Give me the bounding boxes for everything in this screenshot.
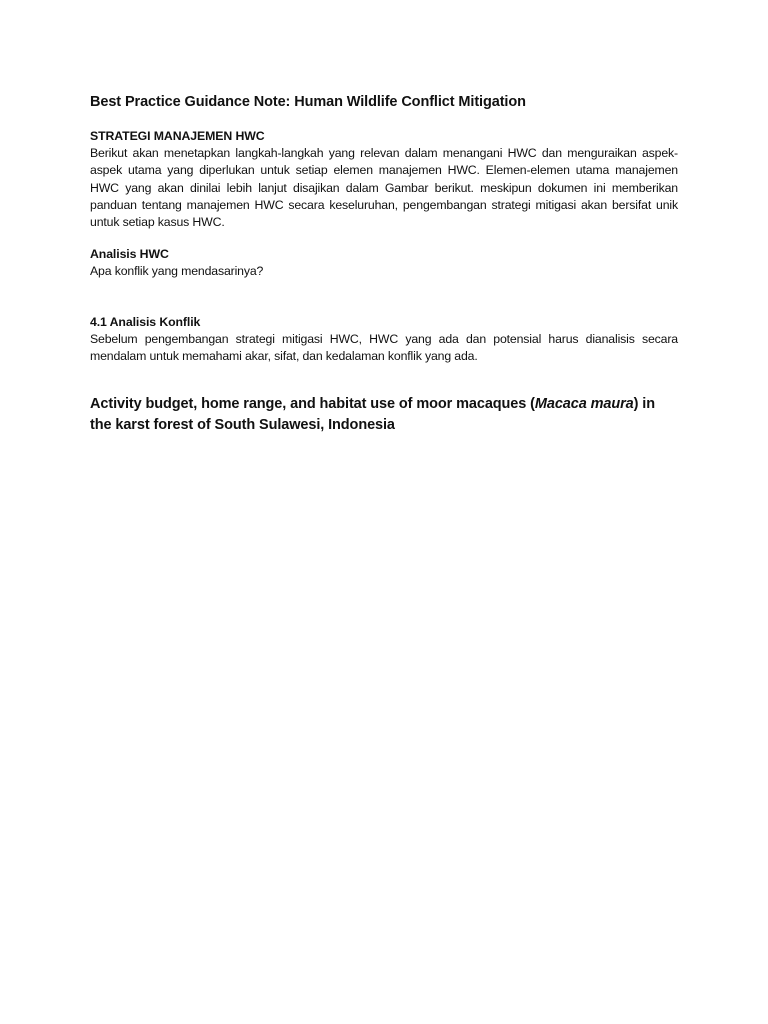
section-strategi-manajemen xyxy=(90,128,678,231)
section-heading: Analisis HWC xyxy=(90,247,169,262)
paper-title-species: Macaca maura xyxy=(534,396,634,413)
paper-title-start: Activity budget, home range, and habitat use of moor macaques ( xyxy=(90,396,535,413)
section-paragraph: Berikut akan menetapkan langkah-langkah yang relevan dalam menangani HWC dan menguraikan aspek-aspek utama yang diperlukan untuk setiap elemen manajemen HWC. Elemen-elemen utama manajemen HWC yang akan dinilai lebih lanjut disajikan dalam Gambar berikut. meskipun dokumen ini memberikan panduan tentang manajemen HWC secara keseluruhan, pengembangan strategi mitigasi akan bersifat unik untuk setiap kasus HWC. xyxy=(90,146,678,230)
section-heading: 4.1 Analisis Konflik xyxy=(90,314,201,329)
paper-title xyxy=(90,394,678,436)
document-title: Best Practice Guidance Note: Human Wildlife Conflict Mitigation xyxy=(90,94,526,110)
section-paragraph: Apa konflik yang mendasarinya? xyxy=(90,264,264,279)
section-paragraph: Sebelum pengembangan strategi mitigasi HWC, HWC yang ada dan potensial harus dianalisis secara mendalam untuk memahami akar, sifat, dan kedalaman konflik yang ada. xyxy=(90,331,678,364)
section-analisis-konflik xyxy=(90,314,678,366)
section-analisis-hwc xyxy=(90,246,678,280)
section-heading: STRATEGI MANAJEMEN HWC xyxy=(90,129,265,143)
paper-title-end: ) in the karst forest of South Sulawesi, Indonesia xyxy=(90,396,655,434)
document-content xyxy=(90,93,678,448)
